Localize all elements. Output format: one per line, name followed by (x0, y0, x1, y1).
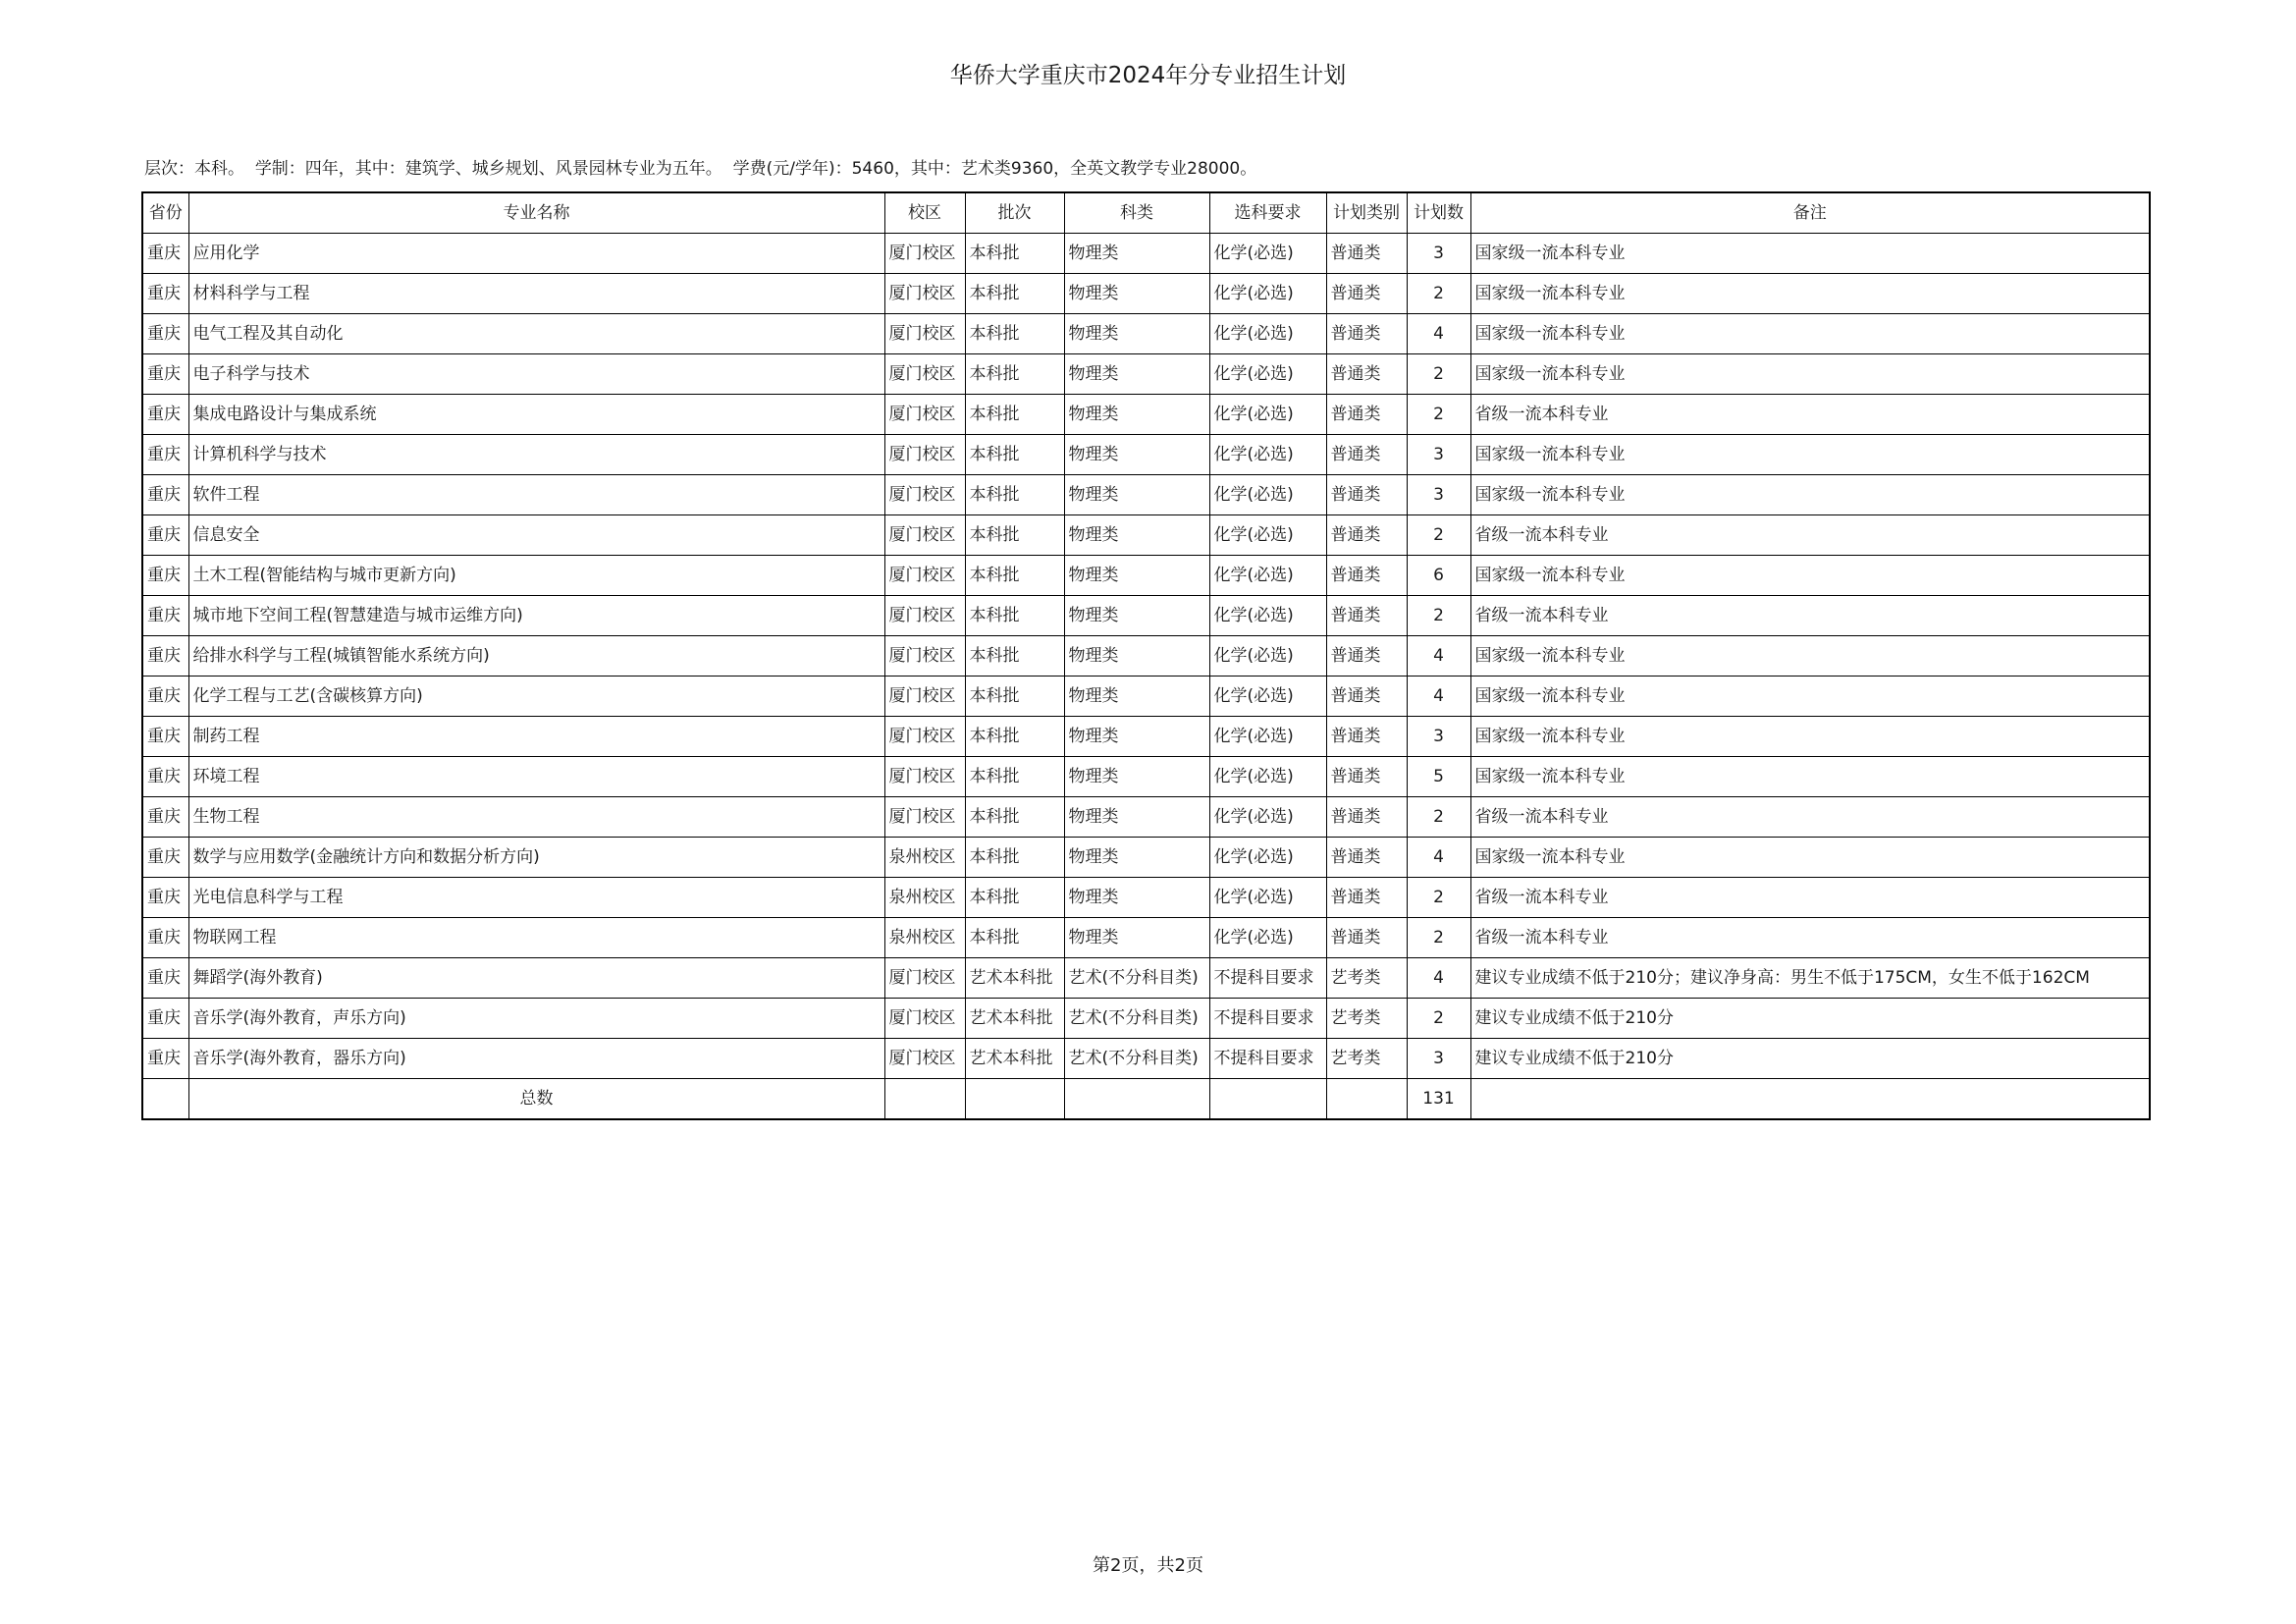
major-cell: 电子科学与技术 (188, 354, 884, 395)
campus-cell: 厦门校区 (884, 475, 965, 515)
subject-requirement-cell: 化学(必选) (1209, 314, 1326, 354)
table-row (142, 797, 2150, 838)
remarks-cell: 建议专业成绩不低于210分 (1470, 999, 2150, 1039)
batch-cell: 本科批 (965, 677, 1064, 717)
campus-cell: 厦门校区 (884, 314, 965, 354)
total-empty-cell (1470, 1079, 2150, 1120)
plan-type-cell: 普通类 (1326, 274, 1407, 314)
total-value: 131 (1407, 1079, 1470, 1120)
major-cell: 计算机科学与技术 (188, 435, 884, 475)
batch-cell: 本科批 (965, 395, 1064, 435)
header-campus: 校区 (884, 192, 965, 234)
major-cell: 土木工程(智能结构与城市更新方向) (188, 556, 884, 596)
total-empty-cell (142, 1079, 188, 1120)
major-cell: 材料科学与工程 (188, 274, 884, 314)
plan-type-cell: 普通类 (1326, 596, 1407, 636)
plan-type-cell: 普通类 (1326, 636, 1407, 677)
major-cell: 音乐学(海外教育，声乐方向) (188, 999, 884, 1039)
plan-type-cell: 普通类 (1326, 918, 1407, 958)
province-cell: 重庆 (142, 797, 188, 838)
province-cell: 重庆 (142, 274, 188, 314)
header-plan-count: 计划数 (1407, 192, 1470, 234)
province-cell: 重庆 (142, 757, 188, 797)
table-row (142, 354, 2150, 395)
subject-requirement-cell: 化学(必选) (1209, 556, 1326, 596)
remarks-cell: 省级一流本科专业 (1470, 596, 2150, 636)
major-cell: 软件工程 (188, 475, 884, 515)
plan-count-cell: 2 (1407, 999, 1470, 1039)
campus-cell: 厦门校区 (884, 596, 965, 636)
subject-requirement-cell: 化学(必选) (1209, 717, 1326, 757)
campus-cell: 厦门校区 (884, 435, 965, 475)
info-tuition: 学费(元/学年)：5460，其中：艺术类9360，全英文教学专业28000。 (732, 159, 1257, 179)
total-empty-cell (884, 1079, 965, 1120)
table-row (142, 314, 2150, 354)
remarks-cell: 国家级一流本科专业 (1470, 717, 2150, 757)
batch-cell: 本科批 (965, 878, 1064, 918)
plan-count-cell: 6 (1407, 556, 1470, 596)
province-cell: 重庆 (142, 354, 188, 395)
subject-requirement-cell: 化学(必选) (1209, 757, 1326, 797)
batch-cell: 本科批 (965, 354, 1064, 395)
table-row (142, 395, 2150, 435)
subject-requirement-cell: 不提科目要求 (1209, 999, 1326, 1039)
province-cell: 重庆 (142, 636, 188, 677)
category-cell: 艺术(不分科目类) (1064, 999, 1209, 1039)
plan-count-cell: 2 (1407, 878, 1470, 918)
campus-cell: 厦门校区 (884, 515, 965, 556)
plan-type-cell: 普通类 (1326, 797, 1407, 838)
plan-type-cell: 普通类 (1326, 556, 1407, 596)
table-row (142, 717, 2150, 757)
remarks-cell: 国家级一流本科专业 (1470, 314, 2150, 354)
info-duration: 学制：四年，其中：建筑学、城乡规划、风景园林专业为五年。 (254, 159, 722, 179)
total-empty-cell (1326, 1079, 1407, 1120)
subject-requirement-cell: 化学(必选) (1209, 677, 1326, 717)
plan-count-cell: 3 (1407, 1039, 1470, 1079)
table-row (142, 515, 2150, 556)
plan-type-cell: 普通类 (1326, 838, 1407, 878)
major-cell: 应用化学 (188, 234, 884, 274)
table-row (142, 918, 2150, 958)
subject-requirement-cell: 化学(必选) (1209, 918, 1326, 958)
remarks-cell: 建议专业成绩不低于210分；建议净身高：男生不低于175CM，女生不低于162CM (1470, 958, 2150, 999)
campus-cell: 厦门校区 (884, 757, 965, 797)
campus-cell: 泉州校区 (884, 918, 965, 958)
subject-requirement-cell: 化学(必选) (1209, 797, 1326, 838)
major-cell: 光电信息科学与工程 (188, 878, 884, 918)
plan-type-cell: 普通类 (1326, 878, 1407, 918)
batch-cell: 本科批 (965, 838, 1064, 878)
campus-cell: 厦门校区 (884, 636, 965, 677)
batch-cell: 本科批 (965, 515, 1064, 556)
category-cell: 物理类 (1064, 918, 1209, 958)
remarks-cell: 国家级一流本科专业 (1470, 234, 2150, 274)
total-empty-cell (1209, 1079, 1326, 1120)
category-cell: 物理类 (1064, 354, 1209, 395)
subject-requirement-cell: 化学(必选) (1209, 354, 1326, 395)
campus-cell: 厦门校区 (884, 999, 965, 1039)
campus-cell: 厦门校区 (884, 958, 965, 999)
plan-count-cell: 2 (1407, 274, 1470, 314)
plan-count-cell: 5 (1407, 757, 1470, 797)
remarks-cell: 省级一流本科专业 (1470, 395, 2150, 435)
category-cell: 艺术(不分科目类) (1064, 958, 1209, 999)
batch-cell: 艺术本科批 (965, 958, 1064, 999)
remarks-cell: 国家级一流本科专业 (1470, 636, 2150, 677)
enrollment-plan-table (141, 191, 2151, 1120)
campus-cell: 泉州校区 (884, 878, 965, 918)
batch-cell: 本科批 (965, 274, 1064, 314)
category-cell: 物理类 (1064, 596, 1209, 636)
subject-requirement-cell: 化学(必选) (1209, 596, 1326, 636)
table-row (142, 958, 2150, 999)
remarks-cell: 国家级一流本科专业 (1470, 556, 2150, 596)
category-cell: 物理类 (1064, 515, 1209, 556)
plan-count-cell: 4 (1407, 958, 1470, 999)
plan-type-cell: 普通类 (1326, 515, 1407, 556)
category-cell: 物理类 (1064, 717, 1209, 757)
table-row (142, 636, 2150, 677)
subject-requirement-cell: 化学(必选) (1209, 234, 1326, 274)
province-cell: 重庆 (142, 596, 188, 636)
plan-count-cell: 4 (1407, 677, 1470, 717)
info-line (144, 157, 1256, 181)
major-cell: 生物工程 (188, 797, 884, 838)
major-cell: 集成电路设计与集成系统 (188, 395, 884, 435)
subject-requirement-cell: 化学(必选) (1209, 435, 1326, 475)
province-cell: 重庆 (142, 234, 188, 274)
major-cell: 环境工程 (188, 757, 884, 797)
page-title: 华侨大学重庆市2024年分专业招生计划 (949, 63, 1347, 88)
province-cell: 重庆 (142, 395, 188, 435)
major-cell: 数学与应用数学(金融统计方向和数据分析方向) (188, 838, 884, 878)
major-cell: 舞蹈学(海外教育) (188, 958, 884, 999)
plan-count-cell: 3 (1407, 475, 1470, 515)
category-cell: 物理类 (1064, 556, 1209, 596)
category-cell: 物理类 (1064, 314, 1209, 354)
subject-requirement-cell: 化学(必选) (1209, 838, 1326, 878)
province-cell: 重庆 (142, 475, 188, 515)
batch-cell: 本科批 (965, 234, 1064, 274)
category-cell: 物理类 (1064, 838, 1209, 878)
province-cell: 重庆 (142, 918, 188, 958)
campus-cell: 厦门校区 (884, 797, 965, 838)
remarks-cell: 国家级一流本科专业 (1470, 354, 2150, 395)
total-empty-cell (1064, 1079, 1209, 1120)
plan-count-cell: 4 (1407, 838, 1470, 878)
major-cell: 物联网工程 (188, 918, 884, 958)
plan-count-cell: 3 (1407, 717, 1470, 757)
campus-cell: 厦门校区 (884, 556, 965, 596)
plan-type-cell: 普通类 (1326, 234, 1407, 274)
info-level: 层次：本科。 (144, 159, 244, 179)
subject-requirement-cell: 化学(必选) (1209, 274, 1326, 314)
plan-count-cell: 2 (1407, 395, 1470, 435)
total-empty-cell (965, 1079, 1064, 1120)
header-subject-requirement: 选科要求 (1209, 192, 1326, 234)
batch-cell: 本科批 (965, 636, 1064, 677)
table-row (142, 999, 2150, 1039)
major-cell: 制药工程 (188, 717, 884, 757)
batch-cell: 本科批 (965, 556, 1064, 596)
table-row (142, 677, 2150, 717)
table-body (142, 234, 2150, 1079)
plan-type-cell: 普通类 (1326, 677, 1407, 717)
remarks-cell: 国家级一流本科专业 (1470, 757, 2150, 797)
plan-count-cell: 3 (1407, 234, 1470, 274)
batch-cell: 本科批 (965, 918, 1064, 958)
campus-cell: 厦门校区 (884, 274, 965, 314)
table-row (142, 435, 2150, 475)
subject-requirement-cell: 不提科目要求 (1209, 958, 1326, 999)
province-cell: 重庆 (142, 958, 188, 999)
category-cell: 物理类 (1064, 274, 1209, 314)
subject-requirement-cell: 化学(必选) (1209, 878, 1326, 918)
table-row (142, 878, 2150, 918)
plan-type-cell: 普通类 (1326, 314, 1407, 354)
table-row (142, 1039, 2150, 1079)
campus-cell: 泉州校区 (884, 838, 965, 878)
plan-type-cell: 普通类 (1326, 717, 1407, 757)
header-category: 科类 (1064, 192, 1209, 234)
header-province: 省份 (142, 192, 188, 234)
plan-type-cell: 艺考类 (1326, 958, 1407, 999)
subject-requirement-cell: 化学(必选) (1209, 636, 1326, 677)
remarks-cell: 国家级一流本科专业 (1470, 838, 2150, 878)
category-cell: 物理类 (1064, 234, 1209, 274)
category-cell: 物理类 (1064, 878, 1209, 918)
table-row (142, 274, 2150, 314)
major-cell: 音乐学(海外教育，器乐方向) (188, 1039, 884, 1079)
table-row (142, 475, 2150, 515)
page-number: 第2页，共2页 (1093, 1555, 1203, 1576)
category-cell: 物理类 (1064, 757, 1209, 797)
remarks-cell: 国家级一流本科专业 (1470, 435, 2150, 475)
total-label: 总数 (188, 1079, 884, 1120)
campus-cell: 厦门校区 (884, 354, 965, 395)
province-cell: 重庆 (142, 314, 188, 354)
campus-cell: 厦门校区 (884, 717, 965, 757)
province-cell: 重庆 (142, 556, 188, 596)
batch-cell: 本科批 (965, 717, 1064, 757)
province-cell: 重庆 (142, 838, 188, 878)
table-row (142, 596, 2150, 636)
major-cell: 城市地下空间工程(智慧建造与城市运维方向) (188, 596, 884, 636)
category-cell: 物理类 (1064, 636, 1209, 677)
subject-requirement-cell: 化学(必选) (1209, 475, 1326, 515)
remarks-cell: 国家级一流本科专业 (1470, 475, 2150, 515)
plan-count-cell: 2 (1407, 596, 1470, 636)
province-cell: 重庆 (142, 1039, 188, 1079)
header-batch: 批次 (965, 192, 1064, 234)
province-cell: 重庆 (142, 677, 188, 717)
province-cell: 重庆 (142, 515, 188, 556)
table-header-row (142, 192, 2150, 234)
subject-requirement-cell: 化学(必选) (1209, 515, 1326, 556)
category-cell: 物理类 (1064, 797, 1209, 838)
campus-cell: 厦门校区 (884, 395, 965, 435)
plan-type-cell: 普通类 (1326, 757, 1407, 797)
header-remarks: 备注 (1470, 192, 2150, 234)
subject-requirement-cell: 化学(必选) (1209, 395, 1326, 435)
table-row (142, 234, 2150, 274)
remarks-cell: 建议专业成绩不低于210分 (1470, 1039, 2150, 1079)
total-row (142, 1079, 2150, 1120)
batch-cell: 本科批 (965, 797, 1064, 838)
batch-cell: 本科批 (965, 475, 1064, 515)
plan-count-cell: 2 (1407, 515, 1470, 556)
remarks-cell: 省级一流本科专业 (1470, 878, 2150, 918)
batch-cell: 艺术本科批 (965, 999, 1064, 1039)
batch-cell: 本科批 (965, 757, 1064, 797)
campus-cell: 厦门校区 (884, 234, 965, 274)
table-row (142, 838, 2150, 878)
major-cell: 给排水科学与工程(城镇智能水系统方向) (188, 636, 884, 677)
plan-count-cell: 4 (1407, 314, 1470, 354)
province-cell: 重庆 (142, 999, 188, 1039)
plan-count-cell: 3 (1407, 435, 1470, 475)
province-cell: 重庆 (142, 435, 188, 475)
header-major: 专业名称 (188, 192, 884, 234)
plan-count-cell: 2 (1407, 797, 1470, 838)
remarks-cell: 省级一流本科专业 (1470, 918, 2150, 958)
remarks-cell: 国家级一流本科专业 (1470, 677, 2150, 717)
category-cell: 艺术(不分科目类) (1064, 1039, 1209, 1079)
plan-type-cell: 艺考类 (1326, 1039, 1407, 1079)
plan-count-cell: 2 (1407, 354, 1470, 395)
table-row (142, 556, 2150, 596)
category-cell: 物理类 (1064, 435, 1209, 475)
remarks-cell: 省级一流本科专业 (1470, 797, 2150, 838)
major-cell: 化学工程与工艺(含碳核算方向) (188, 677, 884, 717)
category-cell: 物理类 (1064, 677, 1209, 717)
table-row (142, 757, 2150, 797)
category-cell: 物理类 (1064, 475, 1209, 515)
batch-cell: 本科批 (965, 314, 1064, 354)
remarks-cell: 国家级一流本科专业 (1470, 274, 2150, 314)
plan-count-cell: 4 (1407, 636, 1470, 677)
remarks-cell: 省级一流本科专业 (1470, 515, 2150, 556)
subject-requirement-cell: 不提科目要求 (1209, 1039, 1326, 1079)
plan-type-cell: 普通类 (1326, 475, 1407, 515)
header-plan-type: 计划类别 (1326, 192, 1407, 234)
province-cell: 重庆 (142, 717, 188, 757)
campus-cell: 厦门校区 (884, 677, 965, 717)
batch-cell: 本科批 (965, 596, 1064, 636)
campus-cell: 厦门校区 (884, 1039, 965, 1079)
category-cell: 物理类 (1064, 395, 1209, 435)
plan-type-cell: 普通类 (1326, 395, 1407, 435)
plan-type-cell: 艺考类 (1326, 999, 1407, 1039)
plan-count-cell: 2 (1407, 918, 1470, 958)
batch-cell: 本科批 (965, 435, 1064, 475)
province-cell: 重庆 (142, 878, 188, 918)
plan-type-cell: 普通类 (1326, 354, 1407, 395)
major-cell: 电气工程及其自动化 (188, 314, 884, 354)
major-cell: 信息安全 (188, 515, 884, 556)
plan-type-cell: 普通类 (1326, 435, 1407, 475)
batch-cell: 艺术本科批 (965, 1039, 1064, 1079)
